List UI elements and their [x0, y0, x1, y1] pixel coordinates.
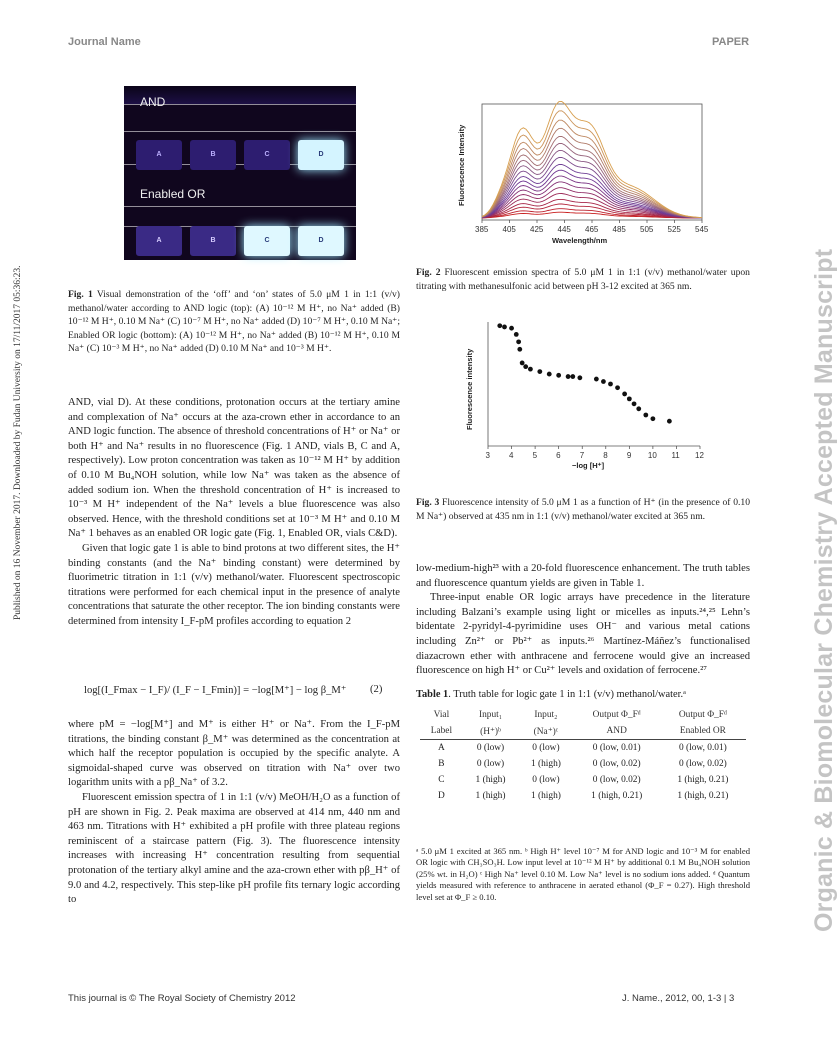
spectra-x-tick-label: 385: [475, 225, 489, 234]
table-cell: 0 (low, 0.02): [592, 759, 641, 769]
scatter-point: [523, 364, 528, 369]
paragraph-2: Given that logic gate 1 is able to bind protons at two different sites, the H⁺ binding constants (and the Na⁺ binding constant) were determined by fluorimetric titration in 1:1 (v/v) methanol/water. Fluorescent spectroscopic titrations were performed for each chemical input in the presence of analyte concentrations that saturate the other receptor. The ion binding constants were determined from intensity I_F-pM profiles according to equation 2: [68, 542, 400, 627]
scatter-point: [570, 374, 575, 379]
footer-citation: J. Name., 2012, 00, 1-3 | 3: [622, 993, 735, 1004]
spectra-x-tick-label: 485: [612, 225, 626, 234]
table-cell: 1 (high, 0.21): [677, 775, 729, 785]
scatter-point: [502, 325, 507, 330]
scatter-x-tick-label: 4: [509, 451, 514, 460]
scatter-point: [627, 396, 632, 401]
and-label: AND: [140, 95, 166, 109]
fig1-caption-text: Visual demonstration of the ‘off’ and ‘on’ states of 5.0 μM 1 in 1:1 (v/v) methanol/water according to AND logic (top): (A) 10⁻¹² M H⁺, no Na⁺ added (B) 10⁻¹² M H⁺, 0.10 M Na⁺ (C) 10⁻⁷ M H⁺, no Na⁺ added (D) 10⁻⁷ M H⁺, 0.10 M Na⁺; Enabled OR logic (bottom): (A) 10⁻¹² M H⁺, no Na⁺ added (B) 10⁻¹² M H⁺, 0.10 M Na⁺ (C) 10⁻³ M H⁺, no Na⁺ added (D) 0.10 M Na⁺ and 10⁻³ M H⁺.: [68, 289, 400, 354]
watermark: [774, 0, 838, 1056]
table-header-cell: Input₂: [534, 710, 558, 720]
paragraph-3: where pM = −log[M⁺] and M⁺ is either H⁺ or Na⁺. From the I_F-pM titrations, the binding constant β_M⁺ was determined as the concentration at which half the receptor population is occupied by the specific analyte. A sigmoidal-shaped curve was observed on titration with Na⁺ over two logarithm units with a pβ_Na⁺ of 3.2.: [68, 719, 400, 789]
publication-note: [0, 0, 23, 1056]
table-cell: 1 (high, 0.21): [677, 791, 729, 801]
watermark-text: Organic & Biomolecular Chemistry Accepted Manuscript: [810, 248, 838, 932]
table-header-cell: Vial: [433, 710, 450, 720]
table-cell: 1 (high): [475, 791, 506, 801]
table-cell: 1 (high): [530, 791, 561, 801]
scatter-point: [667, 419, 672, 424]
table-header-cell: Output Φ_Fᵈ: [592, 710, 641, 720]
or-vial-a: A: [136, 226, 182, 256]
paragraph-1: AND, vial D). At these conditions, protonation occurs at the tertiary amine and complexation of Na⁺ occurs at the aza-crown ether in accordance to an AND logic function. The absence of threshold concentrations of H⁺ or Na⁺ or both H⁺ and Na⁺ results in no fluorescence (Fig. 1 AND, vials B, C and A, respectively). Low proton concentration was taken as 10⁻¹² M H⁺ by addition of 0.10 M Bu₄NOH solution, while low Na⁺ was taken as the absence of added sodium ion. When the threshold concentration of H⁺ is increased to 10⁻³ M H⁺ independent of the Na⁺ levels a blue fluorescence was also observed. Hence, with the threshold conditions set at 10⁻³ M H⁺ and 0.10 M Na⁺ 1 behaves as an enabled OR logic gate (Fig. 1, Enabled OR, vials C&D).: [68, 397, 400, 540]
table-cell: 0 (low): [532, 775, 560, 785]
table-cell: D: [438, 791, 445, 801]
table-header-cell: (H⁺)ᵇ: [463, 723, 518, 740]
table-cell: 1 (high): [530, 759, 561, 769]
spectra-ylabel: Fluorescence Intensity: [457, 124, 466, 206]
table-cell: 0 (low): [476, 759, 505, 769]
equation-2: log[(I_Fmax − I_F)/ (I_F − I_Fmin)] = −log[M⁺] − log β_M⁺: [84, 685, 347, 696]
scatter-point: [566, 374, 571, 379]
scatter-point: [636, 406, 641, 411]
table-header-cell: Output Φ_Fᵈ: [678, 710, 727, 720]
table-header-cell: Input₁: [478, 710, 503, 720]
scatter-point: [577, 375, 582, 380]
journal-name: Journal Name: [68, 36, 141, 48]
scatter-point: [601, 379, 606, 384]
scatter-point: [516, 339, 521, 344]
table-header-cell: Label: [420, 723, 463, 740]
spectrum-series-line: [482, 150, 702, 217]
fig3-caption: [416, 496, 750, 523]
and-vial-d: D: [298, 140, 344, 170]
table-header-row-2: [420, 723, 746, 740]
paragraph-6: Three-input enable OR logic arrays have precedence in the literature including Balzani’s example using light or micelles as inputs.²⁴,²⁵ Lehn’s bidentate 2-pyridyl-4-pyrimidine uses OH⁻ and various metal cations including Zn²⁺ or Pb²⁺ as inputs.²⁶ Martínez-Máñez’s functionalised diazacrown ether with anthracene and ferrocene would give an increased fluorescence on high H⁺ or Cu²⁺ levels and oxidation of ferrocene.²⁷: [416, 592, 750, 677]
spectra-xlabel: Wavelength/nm: [552, 236, 608, 245]
publication-note-text: Published on 16 November 2017. Downloaded by Fudan University on 17/11/2017 05:36:23.: [13, 265, 23, 620]
table-cell: 0 (low): [476, 743, 505, 753]
fig3-caption-text: Fluorescence intensity of 5.0 μM 1 as a function of H⁺ (in the presence of 0.10 M Na⁺) observed at 435 nm in 1:1 (v/v) methanol/water excited at 365 nm.: [416, 497, 750, 522]
fig1-photo: [124, 86, 356, 260]
and-vial-c: C: [244, 140, 290, 170]
scatter-x-tick-label: 10: [647, 451, 657, 460]
scatter-ylabel: Fluorescence intensity: [465, 348, 474, 430]
scatter-point: [528, 367, 533, 372]
or-vial-b: B: [190, 226, 236, 256]
scatter-x-tick-label: 8: [603, 451, 608, 460]
paragraph-4: Fluorescent emission spectra of 1 in 1:1 (v/v) MeOH/H₂O as a function of pH are shown in Fig. 2. Peak maxima are observed at 414 nm, 440 nm and 463 nm. Titrations with H⁺ exhibited a pH profile with three plateau regions reminiscent of a staircase pattern (Fig. 3). The fluorescence intensity increases with increasing H⁺ concentration resulting from sequential protonation of the tertiary alkyl amine and the aza-crown ether with pβ_H⁺ of 9.0 and 4.2, respectively. This step-like pH profile fits ternary logic according to: [68, 791, 400, 906]
table-header-cell: (Na⁺)ᶜ: [518, 723, 573, 740]
table-row: [420, 772, 746, 788]
table-cell: 1 (high, 0.21): [591, 791, 643, 801]
spectra-svg: [452, 98, 714, 250]
scatter-point: [556, 373, 561, 378]
table-row: [420, 740, 746, 757]
spectra-x-tick-label: 445: [557, 225, 571, 234]
section-label: PAPER: [712, 36, 750, 48]
enabled-or-label: Enabled OR: [140, 187, 206, 201]
spectra-x-tick-label: 505: [640, 225, 654, 234]
scatter-xlabel: −log [H⁺]: [572, 461, 605, 470]
fig1-label: Fig. 1: [68, 289, 93, 300]
left-column: [68, 396, 400, 630]
table-cell: B: [438, 759, 445, 769]
and-vial-b: B: [190, 140, 236, 170]
scatter-svg: [460, 318, 710, 473]
table-row: [420, 788, 746, 804]
scatter-x-tick-label: 12: [695, 451, 704, 460]
truth-table: [420, 707, 746, 804]
table-cell: C: [438, 775, 445, 785]
table-row: [420, 756, 746, 772]
table-header-row-1: [420, 707, 746, 723]
scatter-point: [643, 413, 648, 418]
paragraph-5: low-medium-high²³ with a 20-fold fluorescence enhancement. The truth tables and fluorescence quantum yields are given in Table 1.: [416, 563, 750, 589]
table-header-cell: Enabled OR: [660, 723, 746, 740]
scatter-point: [537, 369, 542, 374]
scatter-x-tick-label: 9: [626, 451, 632, 460]
fig2-caption-text: Fluorescent emission spectra of 5.0 μM 1 in 1:1 (v/v) methanol/water upon titrating with methanesulfonic acid between pH 3-12 excited at 365 nm.: [416, 267, 750, 292]
footer-copyright: This journal is © The Royal Society of Chemistry 2012: [68, 993, 296, 1004]
spectra-x-tick-label: 425: [530, 225, 544, 234]
fig3-scatter-chart: [460, 318, 710, 473]
table-header-cell: AND: [574, 723, 660, 740]
right-column: [416, 562, 750, 679]
scatter-x-tick-label: 11: [671, 451, 680, 460]
scatter-point: [594, 377, 599, 382]
scatter-point: [497, 323, 502, 328]
table-cell: 0 (low, 0.01): [592, 743, 641, 753]
table1-footnote: ᵃ 5.0 μM 1 excited at 365 nm. ᵇ High H⁺ level 10⁻⁷ M for AND logic and 10⁻³ M for enabled OR logic with CH₃SO₃H. Low input level at 10⁻¹² M H⁺ by additional 0.1 M Bu₄NOH solution (25% wt. in H₂O) ᶜ High Na⁺ level 0.10 M. Low Na⁺ level is no sodium ions added. ᵈ Quantum yields measured with reference to anthracene in aerated ethanol (Φ_F = 0.27). High threshold level set at Φ_F ≥ 0.10.: [416, 846, 750, 902]
scatter-point: [514, 332, 519, 337]
table-cell: 1 (high): [475, 775, 506, 785]
fig3-label: Fig. 3: [416, 497, 440, 508]
scatter-x-tick-label: 5: [532, 451, 538, 460]
scatter-point: [547, 372, 552, 377]
table1-label: Table 1: [416, 689, 449, 700]
and-vial-a: A: [136, 140, 182, 170]
fig2-caption: [416, 266, 750, 293]
scatter-x-tick-label: 3: [485, 451, 490, 460]
scatter-point: [615, 385, 620, 390]
table-cell: 0 (low, 0.02): [592, 775, 641, 785]
spectra-x-tick-label: 465: [585, 225, 599, 234]
scatter-point: [650, 416, 655, 421]
fig1-caption: [68, 288, 400, 356]
table-cell: 0 (low, 0.02): [678, 759, 727, 769]
fig2-spectra-chart: [452, 98, 714, 250]
fig2-label: Fig. 2: [416, 267, 441, 278]
scatter-point: [520, 361, 525, 366]
spectra-x-tick-label: 545: [695, 225, 709, 234]
scatter-point: [622, 392, 627, 397]
left-column-continued: [68, 718, 400, 908]
or-vial-d: D: [298, 226, 344, 256]
spectra-x-tick-label: 525: [667, 225, 681, 234]
table-cell: 0 (low, 0.01): [678, 743, 727, 753]
table1-title-text: . Truth table for logic gate 1 in 1:1 (v/v) methanol/water.ᵃ: [448, 689, 686, 700]
equation-number: (2): [370, 684, 383, 695]
table1-title: [416, 689, 686, 700]
scatter-x-tick-label: 7: [579, 451, 585, 460]
scatter-point: [608, 382, 613, 387]
table-cell: 0 (low): [532, 743, 560, 753]
table-cell: A: [438, 743, 445, 753]
scatter-point: [509, 326, 514, 331]
spectra-plot-frame: [482, 104, 702, 220]
or-vial-c: C: [244, 226, 290, 256]
scatter-point: [517, 347, 522, 352]
scatter-x-tick-label: 6: [556, 451, 561, 460]
scatter-point: [632, 401, 637, 406]
spectra-x-tick-label: 405: [502, 225, 516, 234]
